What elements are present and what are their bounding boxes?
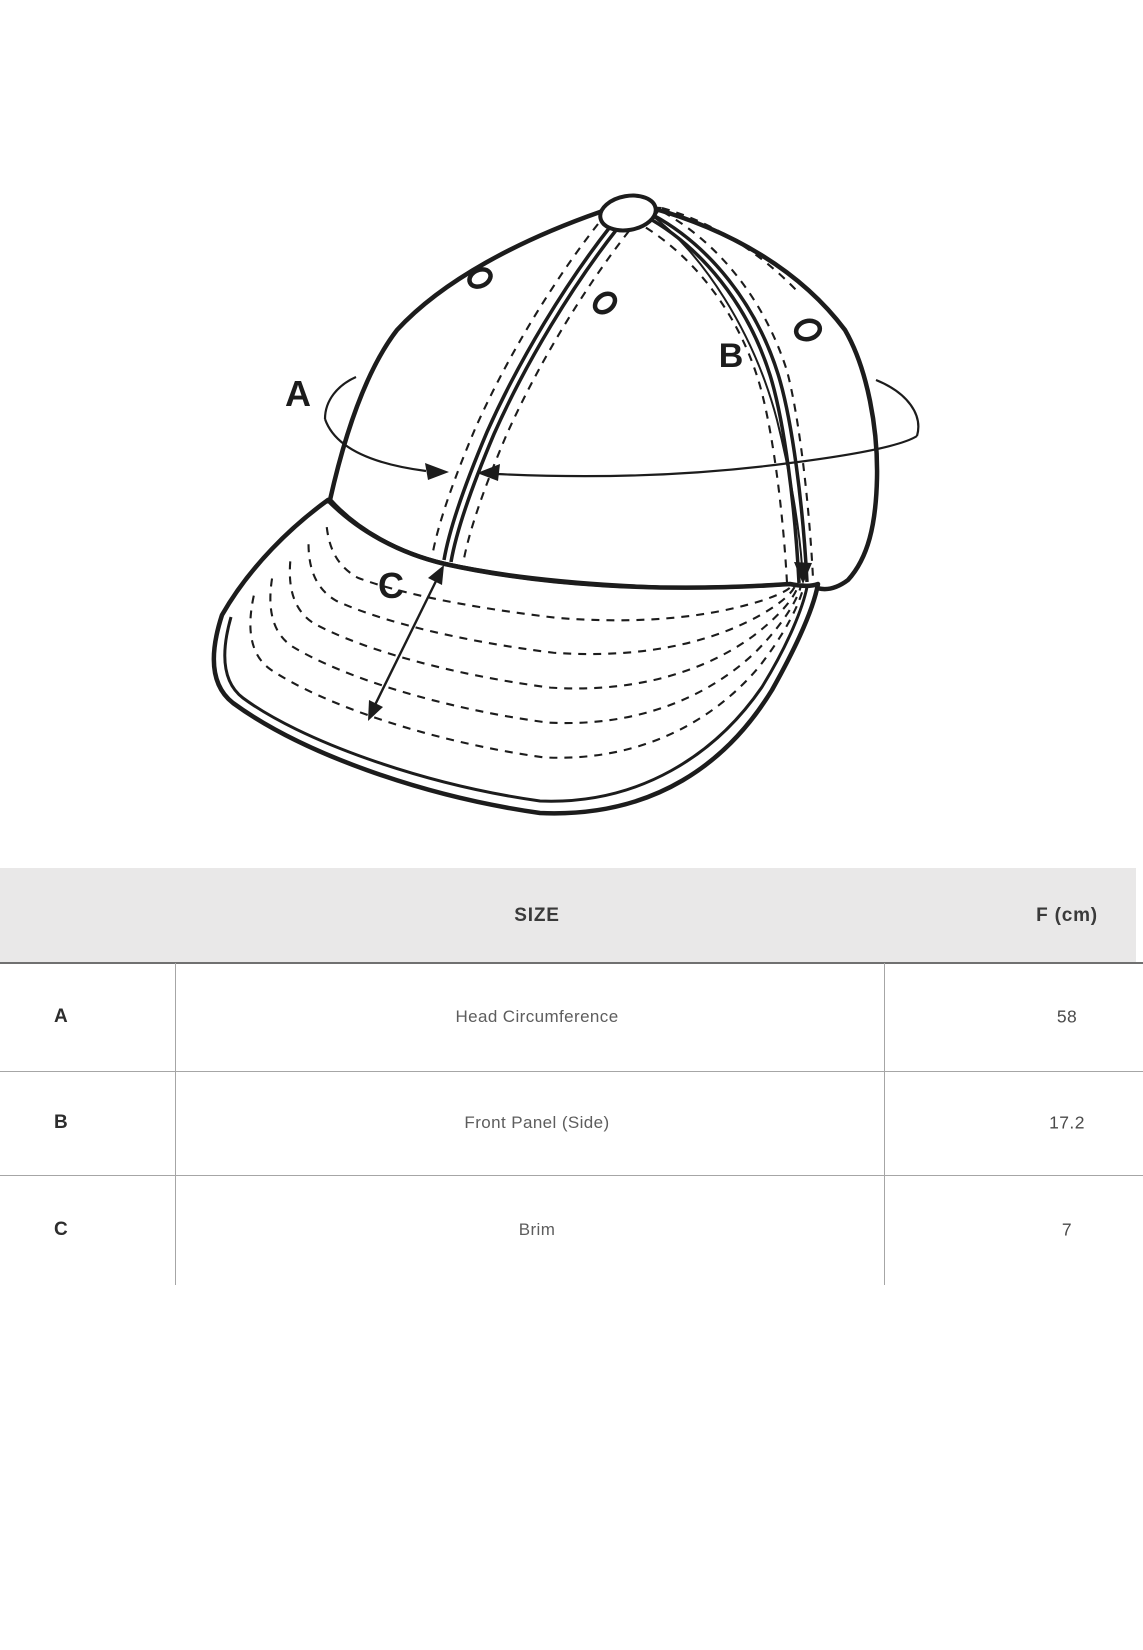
row-a-letter: A: [53, 1006, 69, 1027]
row-b-name: Front Panel (Side): [464, 1113, 610, 1132]
column-header-f-cm: F (cm): [1036, 905, 1098, 926]
table-header-band: [0, 868, 1136, 963]
row-divider-2: [0, 1175, 1143, 1176]
column-divider-1: [175, 963, 176, 1285]
row-divider-1: [0, 1071, 1143, 1072]
row-c-name: Brim: [518, 1220, 556, 1239]
label-c: C: [378, 565, 404, 606]
column-divider-2: [884, 963, 885, 1285]
row-c-letter: C: [53, 1219, 69, 1240]
row-a-name: Head Circumference: [455, 1007, 619, 1026]
row-a-value: 58: [1056, 1006, 1078, 1027]
row-b-value: 17.2: [1049, 1112, 1085, 1133]
label-a: A: [285, 373, 311, 414]
header-divider: [0, 962, 1143, 964]
label-b: B: [718, 337, 744, 375]
row-c-value: 7: [1061, 1219, 1073, 1240]
column-header-size: SIZE: [514, 905, 560, 926]
row-b-letter: B: [53, 1112, 69, 1133]
